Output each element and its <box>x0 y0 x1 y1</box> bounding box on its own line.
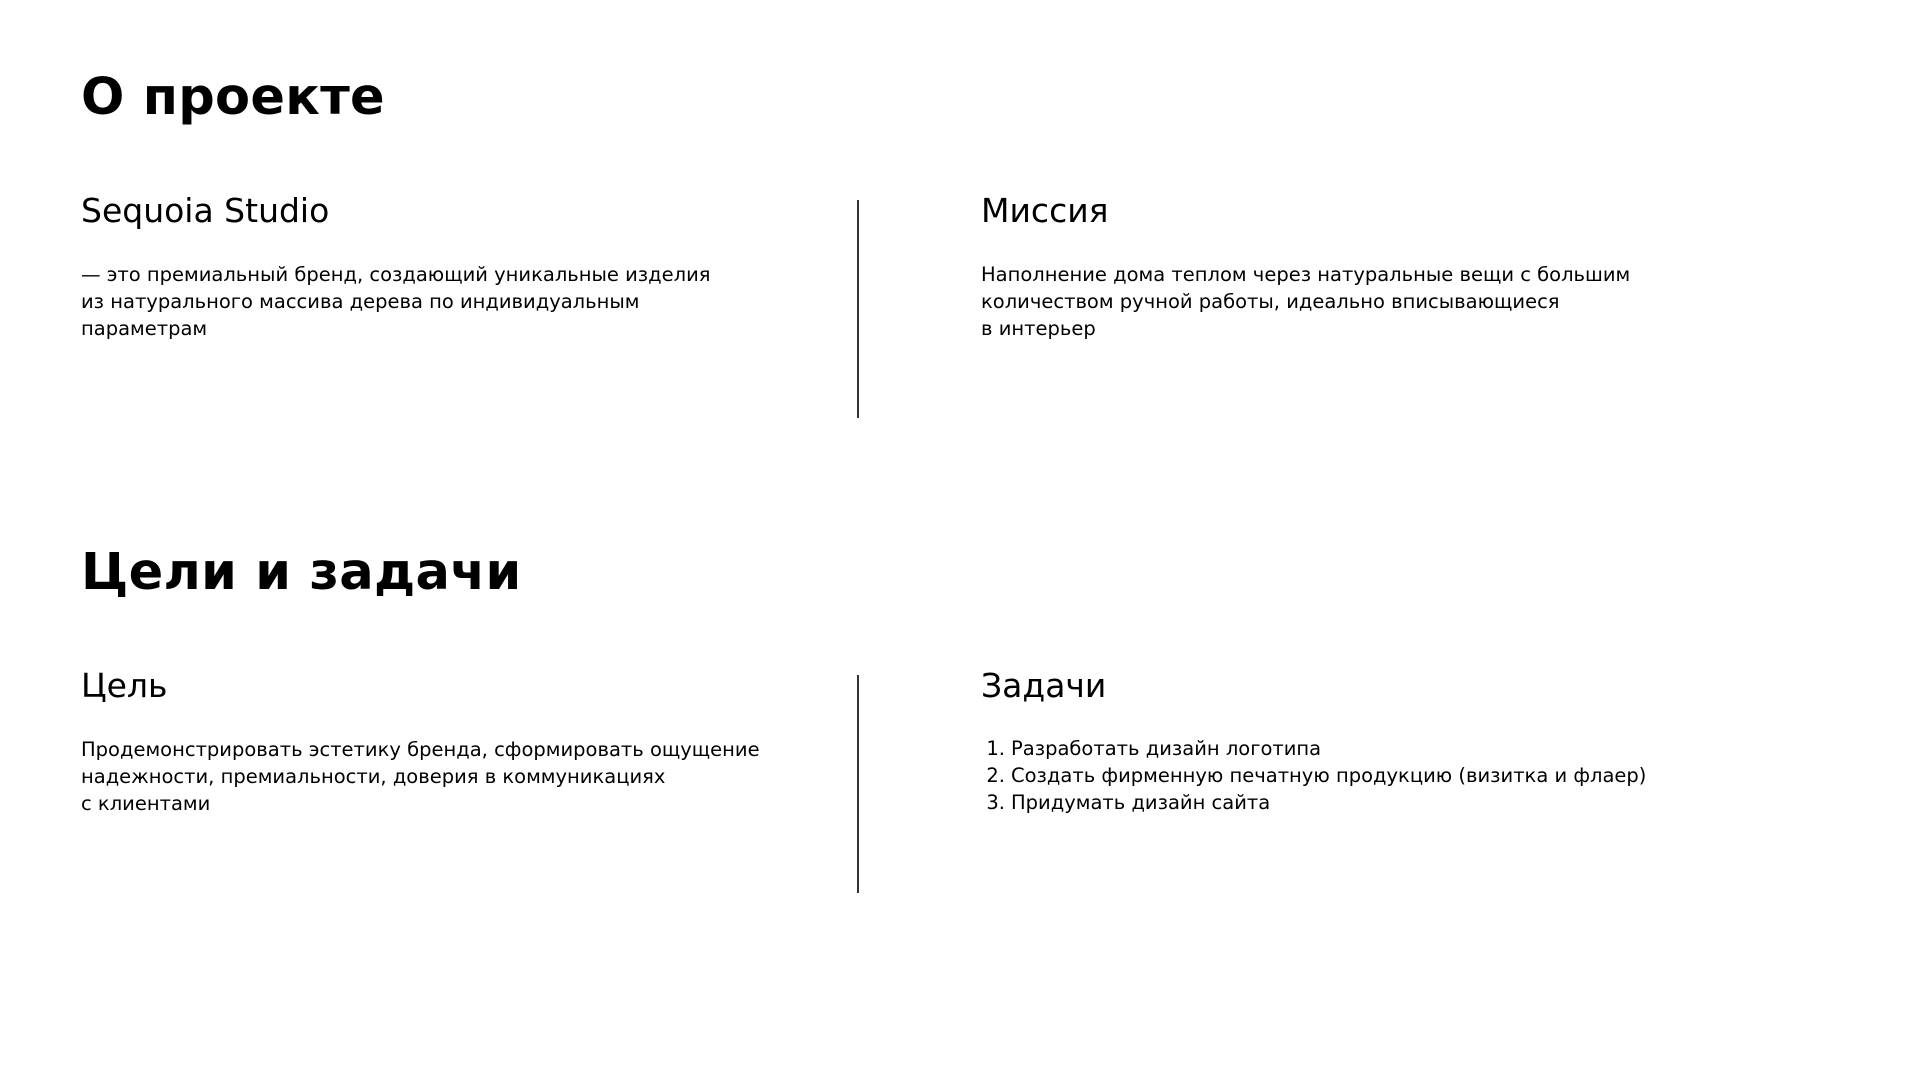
about-section-title: О проекте <box>81 68 385 127</box>
brand-name-heading: Sequoia Studio <box>81 191 330 230</box>
tasks-heading: Задачи <box>981 666 1107 705</box>
goal-description <box>81 736 760 817</box>
brand-description-line: — это премиальный бренд, создающий уникальные изделия <box>81 263 711 286</box>
about-divider <box>857 200 859 418</box>
brand-description-line: параметрам <box>81 317 208 340</box>
brand-description <box>81 261 711 342</box>
task-item <box>981 762 1646 789</box>
task-item <box>981 735 1646 762</box>
goals-divider <box>857 675 859 893</box>
brand-description-line: из натурального массива дерева по индивидуальным <box>81 290 640 313</box>
task-number: 3. <box>986 791 1005 814</box>
task-number: 1. <box>986 737 1005 760</box>
task-text: Разработать дизайн логотипа <box>1011 737 1322 760</box>
goal-heading: Цель <box>81 666 168 705</box>
mission-description <box>981 261 1630 342</box>
task-text: Придумать дизайн сайта <box>1011 791 1271 814</box>
mission-description-line: в интерьер <box>981 317 1096 340</box>
goals-section-title: Цели и задачи <box>81 543 522 602</box>
mission-description-line: количеством ручной работы, идеально вписывающиеся <box>981 290 1560 313</box>
tasks-list <box>981 735 1646 816</box>
task-item <box>981 789 1646 816</box>
goal-description-line: Продемонстрировать эстетику бренда, сформировать ощущение <box>81 738 760 761</box>
task-number: 2. <box>986 764 1005 787</box>
goal-description-line: надежности, премиальности, доверия в коммуникациях <box>81 765 666 788</box>
task-text: Создать фирменную печатную продукцию (визитка и флаер) <box>1011 764 1647 787</box>
mission-heading: Миссия <box>981 191 1109 230</box>
goal-description-line: с клиентами <box>81 792 211 815</box>
mission-description-line: Наполнение дома теплом через натуральные вещи с большим <box>981 263 1631 286</box>
